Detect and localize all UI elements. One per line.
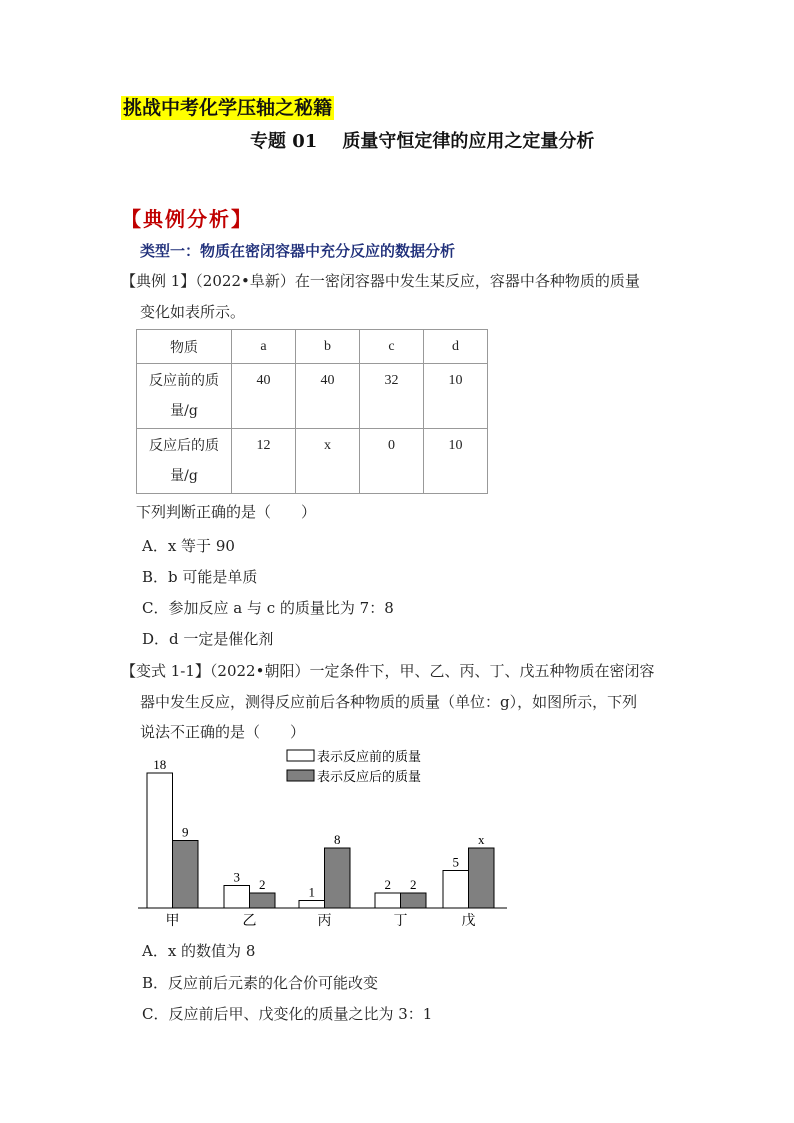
legend-swatch xyxy=(287,750,314,761)
table-cell: 12 xyxy=(232,429,296,494)
category-label: 甲 xyxy=(165,914,180,929)
example1-line2: 变化如表所示。 xyxy=(140,303,246,321)
data-label: 5 xyxy=(452,854,459,870)
bar-before xyxy=(375,893,401,908)
page-title: 专题 01 质量守恒定律的应用之定量分析 xyxy=(250,131,595,152)
variant1-option-c: C．反应前后甲、戊变化的质量之比为 3：1 xyxy=(142,1005,433,1023)
bar-before xyxy=(147,773,173,908)
example1-option-c: C．参加反应 a 与 c 的质量比为 7：8 xyxy=(142,599,394,617)
bar-before xyxy=(224,886,250,909)
type-heading: 类型一：物质在密闭容器中充分反应的数据分析 xyxy=(140,242,456,260)
variant1-line1: 【变式 1-1】（2022•朝阳）一定条件下，甲、乙、丙、丁、戊五种物质在密闭容 xyxy=(121,662,655,680)
data-label: 8 xyxy=(334,832,341,847)
row-label-line: 反应后的质 xyxy=(149,438,219,454)
data-label: 2 xyxy=(384,877,391,892)
table-cell: x xyxy=(296,429,360,494)
bar-before xyxy=(443,871,469,909)
bar-after xyxy=(250,893,276,908)
variant1-option-b: B．反应前后元素的化合价可能改变 xyxy=(142,974,379,992)
category-label: 戊 xyxy=(461,914,476,929)
table-cell: 40 xyxy=(296,364,360,429)
table-cell: 32 xyxy=(360,364,424,429)
bar-after xyxy=(173,841,199,909)
table-header-cell: a xyxy=(232,330,296,364)
table-cell: 10 xyxy=(424,429,488,494)
legend-swatch xyxy=(287,770,314,781)
variant1-line3: 说法不正确的是（ ） xyxy=(140,723,306,741)
data-label: 2 xyxy=(259,877,266,892)
bar-after xyxy=(401,893,427,908)
category-label: 乙 xyxy=(242,914,257,929)
legend-label: 表示反应后的质量 xyxy=(317,769,422,784)
data-label: 9 xyxy=(182,824,189,840)
category-label: 丙 xyxy=(317,914,332,929)
data-label: 3 xyxy=(233,869,240,885)
bar-after xyxy=(325,848,351,908)
row-label-line: 量/g xyxy=(170,468,198,484)
table-cell: 10 xyxy=(424,364,488,429)
category-label: 丁 xyxy=(393,914,408,929)
bar-after xyxy=(469,848,495,908)
example1-line1: 【典例 1】（2022•阜新）在一密闭容器中发生某反应，容器中各种物质的质量 xyxy=(121,272,640,290)
example1-question: 下列判断正确的是（ ） xyxy=(136,503,317,521)
legend-label: 表示反应前的质量 xyxy=(317,749,422,764)
variant1-line2: 器中发生反应，测得反应前后各种物质的质量（单位：g），如图所示，下列 xyxy=(140,693,638,711)
bar-before xyxy=(299,901,325,909)
data-label: x xyxy=(478,832,485,847)
row-label-line: 反应前的质 xyxy=(149,373,219,389)
table-header-cell: d xyxy=(424,330,488,364)
data-label: 2 xyxy=(410,877,417,892)
table-header-cell: b xyxy=(296,330,360,364)
section-heading: 【典例分析】 xyxy=(121,207,253,231)
table-header-cell: 物质 xyxy=(137,330,232,364)
example1-option-b: B．b 可能是单质 xyxy=(142,568,258,586)
variant1-option-a: A．x 的数值为 8 xyxy=(142,942,256,960)
banner-title: 挑战中考化学压轴之秘籍 xyxy=(123,97,333,119)
table-cell: 40 xyxy=(232,364,296,429)
table-header-cell: c xyxy=(360,330,424,364)
data-label: 18 xyxy=(153,757,167,772)
table-cell: 0 xyxy=(360,429,424,494)
row-label-line: 量/g xyxy=(170,403,198,419)
example1-option-d: D．d 一定是催化剂 xyxy=(142,630,274,648)
example1-option-a: A．x 等于 90 xyxy=(142,537,235,555)
data-label: 1 xyxy=(308,884,315,900)
